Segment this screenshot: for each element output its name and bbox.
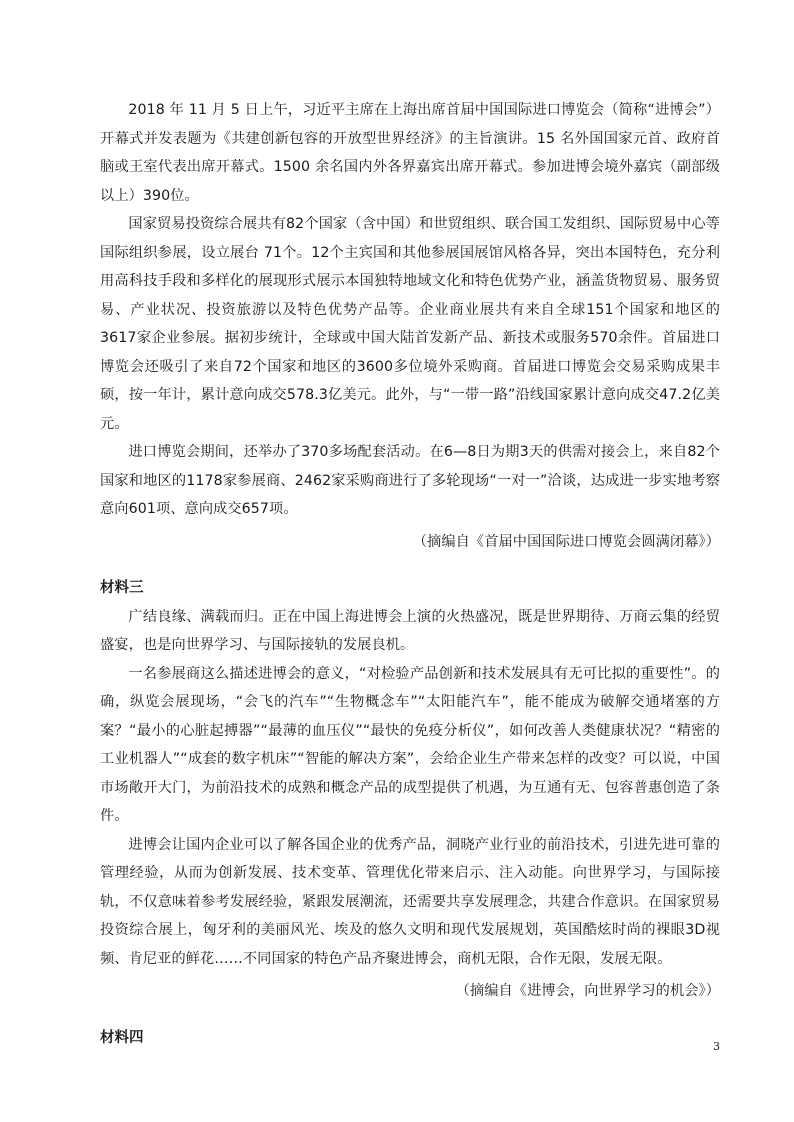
paragraph-learning-from-world: 进博会让国内企业可以了解各国企业的优秀产品，洞晓产业行业的前沿技术，引进先进可靠的管理经验，从而为创新发展、技术变革、管理优化带来启示、注入动能。向世界学习，与国际接轨，不仅意味着参考发展经验，紧跟发展潮流，还需要共享发展理念，共建合作意识。在国家贸易投资综合展上，匈牙利的美丽风光、埃及的悠久文明和现代发展规划，英国酷炫时尚的裸眼3D视频、肯尼亚的鲜花……不同国家的特色产品齐聚进博会，商机无限，合作无限，发展无限。 — [100, 836, 720, 967]
paragraph-opening-ceremony: 2018 年 11 月 5 日上午，习近平主席在上海出席首届中国国际进口博览会（简称“进博会”）开幕式并发表题为《共建创新包容的开放型世界经济》的主旨演讲。15 名外国国家元首、政府首脑或王室代表出席开幕式。1500 余名国内外各界嘉宾出席开幕式。参加进博会境外嘉宾（副部级以上）390位。 — [100, 102, 720, 204]
paragraph-exhibition-stats: 国家贸易投资综合展共有82个国家（含中国）和世贸组织、联合国工发组织、国际贸易中心等国际组织参展，设立展台 71个。12个主宾国和其他参展国展馆风格各异，突出本国特色，充分利用高科技手段和多样化的展现形式展示本国独特地域文化和特色优势产业，涵盖货物贸易、服务贸易、产业状况、投资旅游以及特色优势产品等。企业商业展共有来自全球151个国家和地区的3617家企业参展。据初步统计，全球或中国大陆首发新产品、新技术或服务570余件。首届进口博览会还吸引了来自72个国家和地区的3600多位境外采购商。首届进口博览会交易采购成果丰硕，按一年计，累计意向成交578.3亿美元。此外，与“一带一路”沿线国家累计意向成交47.2亿美元。 — [100, 216, 720, 432]
section-heading-material-4: 材料四 — [100, 1029, 144, 1046]
page-number: 3 — [713, 1040, 720, 1053]
paragraph-material3-intro: 广结良缘、满载而归。正在中国上海进博会上演的火热盛况，既是世界期待、万商云集的经贸盛宴，也是向世界学习、与国际接轨的发展良机。 — [100, 608, 720, 653]
source-citation-2: （摘编自《进博会，向世界学习的机会》） — [455, 983, 720, 999]
source-citation-1: （摘编自《首届中国国际进口博览会圆满闭幕》） — [412, 533, 720, 550]
paragraph-exhibitor-quote: 一名参展商这么描述进博会的意义，“对检验产品创新和技术发展具有无可比拟的重要性”。的确，纵览会展现场，“会飞的汽车”“生物概念车”“太阳能汽车”，能不能成为破解交通堵塞的方案？“最小的心脏起搏器”“最薄的血压仪”“最快的免疫分析仪”，如何改善人类健康状况？“精密的工业机器人”“成套的数字机床”“智能的解决方案”，会给企业生产带来怎样的改变？可以说，中国市场敞开大门，为前沿技术的成熟和概念产品的成型提供了机遇，为互通有无、包容普惠创造了条件。 — [100, 665, 720, 824]
paragraph-supporting-events: 进口博览会期间，还举办了370多场配套活动。在6—8日为期3天的供需对接会上，来自82个国家和地区的1178家参展商、2462家采购商进行了多轮现场“一对一”洽谈，达成进一步实地考察意向601项、意向成交657项。 — [100, 444, 720, 517]
section-heading-material-3: 材料三 — [100, 580, 144, 596]
document-body — [100, 96, 720, 1052]
